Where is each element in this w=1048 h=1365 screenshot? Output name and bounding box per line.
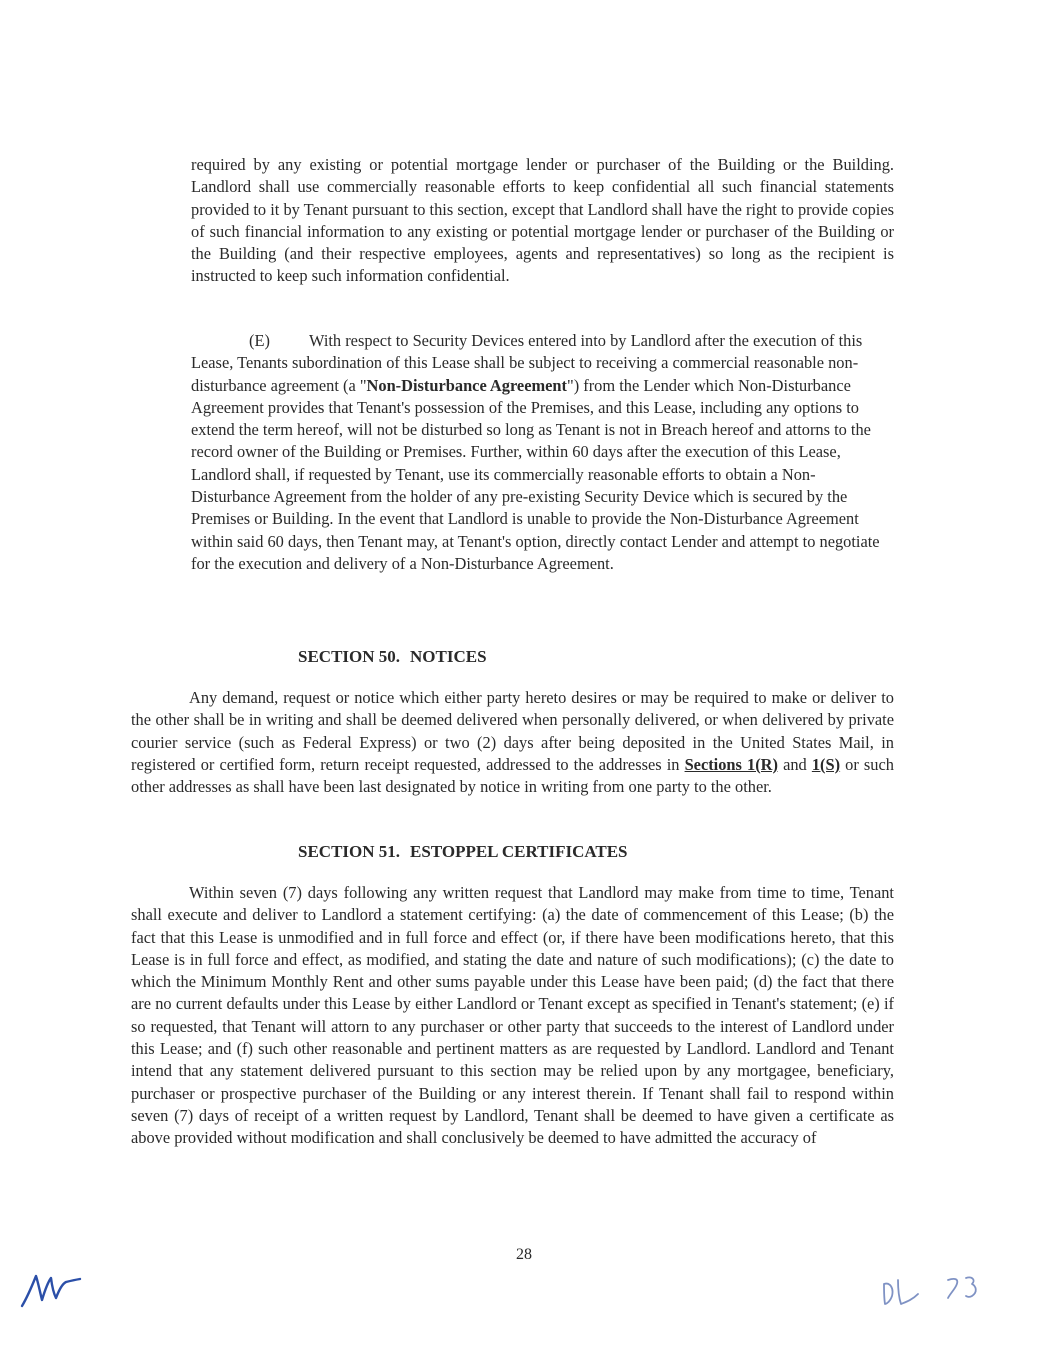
paragraph-text: and — [777, 754, 812, 774]
paragraph-text: Any demand, request or notice which either party hereto desires or may be required to make or deliver to the other shall be in writing and shall be deemed delivered when personally delivered, or when delivered by private courier service (such as Federal Express) or two (2) days after being deposited in the United States Mail, in registered or certified form, return receipt requested, addressed to the addresses in — [131, 688, 894, 774]
defined-term: Non-Disturbance Agreement — [366, 375, 567, 395]
paragraph-text: Within seven (7) days following any written request that Landlord may make from time to time, Tenant shall execute and deliver to Landlord a statement certifying: (a) the date of commencement of this Lease; (b) the fact that this Lease is unmodified and in full force and effect (or, if there have been modifications hereto, that this Lease is in full force and effect, as modified, and stating the date and nature of such modifications); (c) the date to which the Minimum Monthly Rent and other sums payable under this Lease have been paid; (d) the fact that there are no current defaults under this Lease by either Landlord or Tenant except as specified in Tenant's statement; (e) if so requested, that Tenant will attorn to any purchaser or other party that succeeds to the interest of Landlord under this Lease; and (f) such other reasonable and pertinent matters as are requested by Landlord. Landlord and Tenant intend that any statement delivered pursuant to this section may be relied upon by any mortgagee, beneficiary, purchaser or prospective purchaser of the Building or any interest therein. If Tenant shall fail to respond within seven (7) days of receipt of a written request by Landlord, Tenant shall be deemed to have given a certificate as above provided without modification and shall conclusively be deemed to have admitted the accuracy of — [131, 883, 894, 1148]
paragraph-text: or such other addresses as shall have been last designated by notice in writing from one party to the other. — [131, 754, 894, 797]
paragraph-text: ") from the Lender which Non-Disturbance Agreement provides that Tenant's possession of the Premises, and this Lease, including any options to extend the term hereof, will not be disturbed so long as Tenant is not in Breach hereof and attorns to the record owner of the Building or Premises. Further, within 60 days after the execution of this Lease, Landlord shall, if requested by Tenant, use its commercially reasonable efforts to obtain a Non-Disturbance Agreement from the holder of any pre-existing Security Device which is secured by the Premises or Building. In the event that Landlord is unable to provide the Non-Disturbance Agreement within said 60 days, then Tenant may, at Tenant's option, directly contact Lender and attempt to negotiate for the execution and delivery of a Non-Disturbance Agreement. — [191, 375, 880, 573]
section-number: SECTION 50. — [298, 647, 401, 666]
section-reference: 1(S) — [811, 754, 841, 774]
section-title: NOTICES — [410, 647, 487, 666]
section-heading-notices — [298, 646, 487, 668]
page-number: 28 — [516, 1246, 532, 1263]
paragraph-e-non-disturbance — [191, 330, 894, 575]
section-heading-estoppel — [298, 841, 628, 863]
section-reference: Sections 1(R) — [684, 754, 778, 774]
signature-initials-right — [876, 1270, 988, 1316]
paragraph-estoppel — [131, 882, 894, 1150]
paragraph-text: With respect to Security Devices entered into by Landlord after the execution of this Lease, Tenants subordination of this Lease shall be subject to receiving a commercial reasonable non-disturbance agreement (a " — [191, 331, 863, 395]
paragraph-financial-statements: required by any existing or potential mortgage lender or purchaser of the Building or the Building. Landlord shall use commercially reasonable efforts to keep confidential all such financial statements provided to it by Tenant pursuant to this section, except that Landlord shall have the right to provide copies of such financial information to any existing or potential mortgage lender or purchaser of the Building or the Building (and their respective employees, agents and representatives) so long as the recipient is instructed to keep such information confidential. — [191, 155, 894, 286]
section-title: ESTOPPEL CERTIFICATES — [410, 842, 628, 861]
paragraph-label: (E) — [249, 331, 270, 350]
paragraph-notices — [131, 687, 894, 798]
signature-initials-left — [18, 1266, 84, 1312]
section-number: SECTION 51. — [298, 842, 401, 861]
